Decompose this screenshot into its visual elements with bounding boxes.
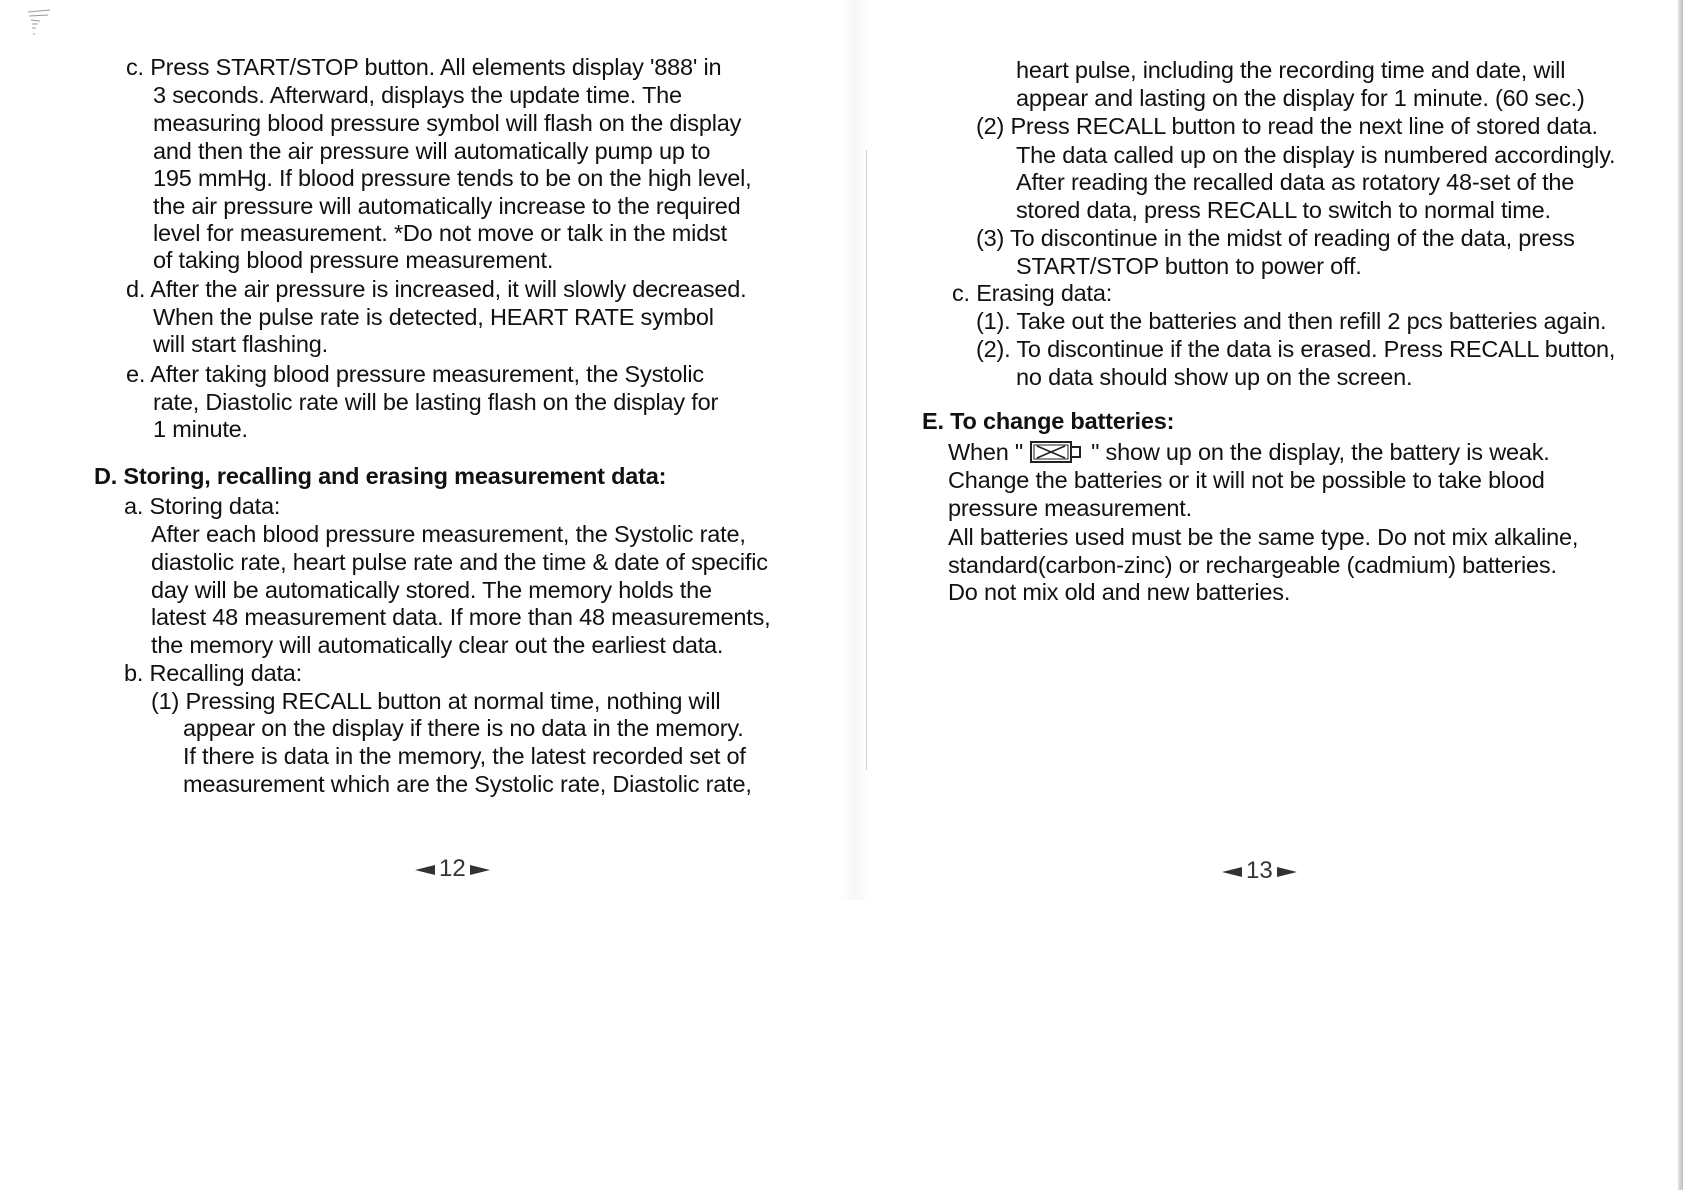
text-line: diastolic rate, heart pulse rate and the time & date of specific [151, 549, 768, 575]
text-line: Change the batteries or it will not be possible to take blood [948, 467, 1545, 493]
text-line: measuring blood pressure symbol will flash on the display [153, 110, 742, 136]
text-line: standard(carbon-zinc) or rechargeable (cadmium) batteries. [948, 552, 1557, 578]
text-line: measurement which are the Systolic rate, Diastolic rate, [183, 771, 752, 797]
text-line: 195 mmHg. If blood pressure tends to be on the high level, [153, 165, 752, 191]
battery-warning-line [948, 438, 1550, 466]
page-number [1222, 857, 1297, 885]
section-heading: D. Storing, recalling and erasing measurement data: [94, 463, 667, 489]
text-line: c. Press START/STOP button. All elements display '888' in [126, 54, 722, 80]
page-number-text: 12 [439, 855, 466, 882]
text-line: day will be automatically stored. The memory holds the [151, 577, 712, 603]
text-line: pressure measurement. [948, 495, 1192, 521]
text-line: no data should show up on the screen. [1016, 364, 1413, 390]
text-line: (1). Take out the batteries and then refill 2 pcs batteries again. [976, 308, 1607, 334]
text-line: 3 seconds. Afterward, displays the update time. The [153, 82, 682, 108]
text-line: appear and lasting on the display for 1 minute. (60 sec.) [1016, 85, 1585, 111]
page-13 [860, 0, 1683, 1190]
text-line: rate, Diastolic rate will be lasting flash on the display for [153, 389, 719, 415]
text-fragment: When " [948, 439, 1024, 465]
arrow-left-icon [1222, 867, 1242, 877]
text-line: All batteries used must be the same type. Do not mix alkaline, [948, 524, 1579, 550]
text-line: will start flashing. [153, 331, 328, 357]
text-line: (2). To discontinue if the data is erased. Press RECALL button, [976, 336, 1616, 362]
text-line: appear on the display if there is no data in the memory. [183, 715, 744, 741]
weak-battery-icon [1029, 440, 1085, 464]
text-line: heart pulse, including the recording time and date, will [1016, 57, 1566, 83]
text-line: stored data, press RECALL to switch to normal time. [1016, 197, 1551, 223]
text-line: a. Storing data: [124, 493, 281, 519]
arrow-left-icon [415, 865, 435, 875]
arrow-right-icon [1277, 867, 1297, 877]
text-line: (2) Press RECALL button to read the next line of stored data. [976, 113, 1598, 139]
text-line: level for measurement. *Do not move or talk in the midst [153, 220, 727, 246]
text-line: e. After taking blood pressure measurement, the Systolic [126, 361, 704, 387]
text-line: 1 minute. [153, 416, 248, 442]
text-line: of taking blood pressure measurement. [153, 247, 554, 273]
section-heading: E. To change batteries: [922, 408, 1175, 434]
text-line: Do not mix old and new batteries. [948, 579, 1291, 605]
page-number-text: 13 [1246, 857, 1273, 884]
text-line: If there is data in the memory, the latest recorded set of [183, 743, 746, 769]
text-line: START/STOP button to power off. [1016, 253, 1362, 279]
text-line: b. Recalling data: [124, 660, 302, 686]
arrow-right-icon [470, 865, 490, 875]
text-line: The data called up on the display is numbered accordingly. [1016, 142, 1616, 168]
text-line: (3) To discontinue in the midst of reading of the data, press [976, 225, 1575, 251]
text-line: When the pulse rate is detected, HEART RATE symbol [153, 304, 714, 330]
text-line: (1) Pressing RECALL button at normal time, nothing will [151, 688, 721, 714]
text-line: d. After the air pressure is increased, it will slowly decreased. [126, 276, 747, 302]
text-line: the memory will automatically clear out the earliest data. [151, 632, 724, 658]
text-line: c. Erasing data: [952, 280, 1113, 306]
page-number [415, 855, 490, 883]
text-fragment: " show up on the display, the battery is weak. [1091, 439, 1550, 465]
text-line: After reading the recalled data as rotatory 48-set of the [1016, 169, 1575, 195]
text-line: and then the air pressure will automatically pump up to [153, 138, 711, 164]
text-line: After each blood pressure measurement, the Systolic rate, [151, 521, 746, 547]
text-line: the air pressure will automatically increase to the required [153, 193, 741, 219]
text-line: latest 48 measurement data. If more than 48 measurements, [151, 604, 771, 630]
